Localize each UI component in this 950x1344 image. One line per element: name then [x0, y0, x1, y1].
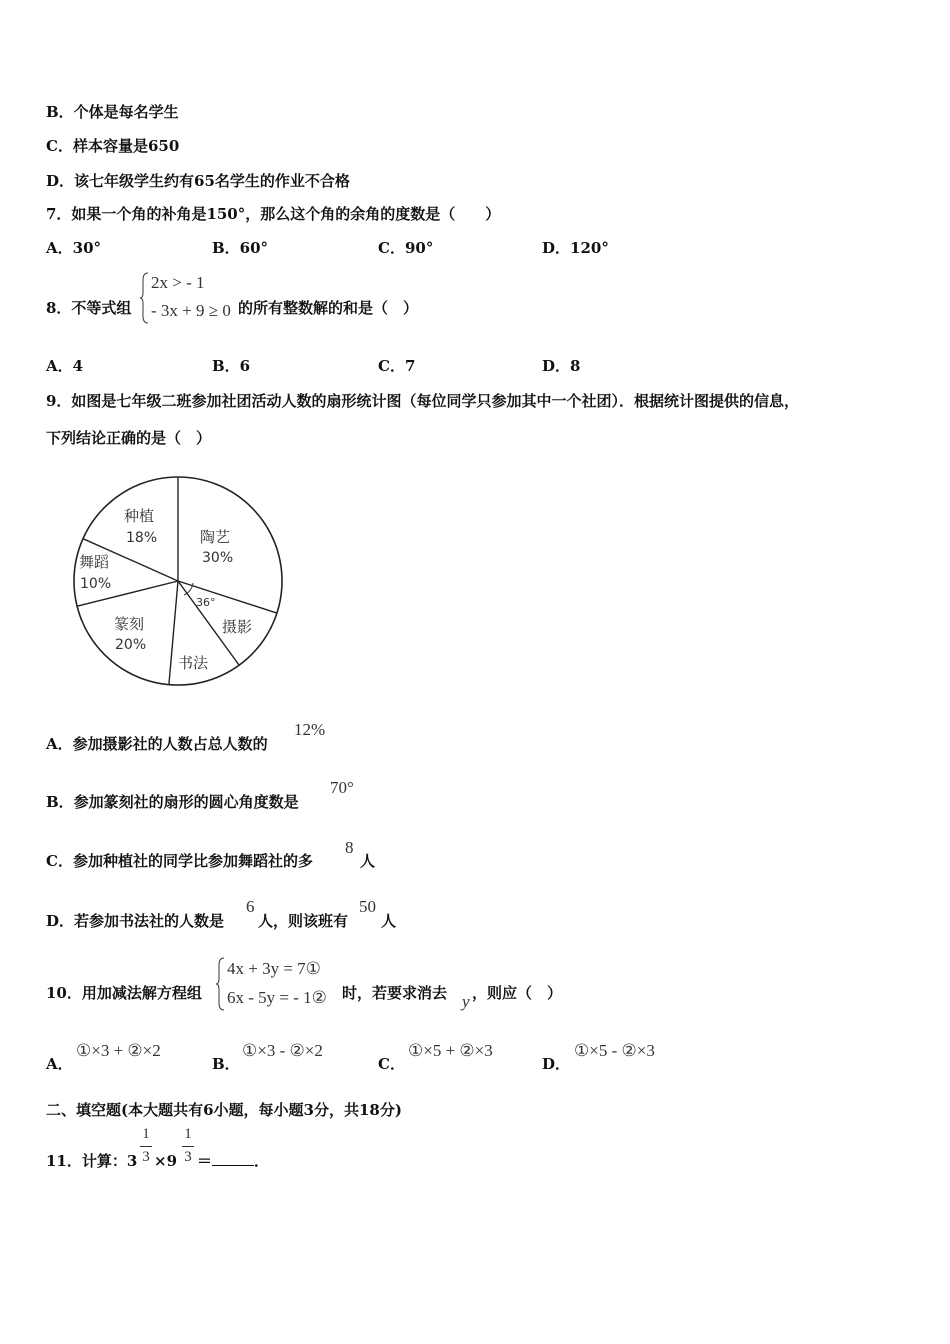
q10-equation-1: 4x + 3y = 7① [227, 959, 321, 978]
q10-prefix: 10．用加减法解方程组 [46, 984, 202, 1002]
q8-suffix: 的所有整数解的和是（ ） [238, 299, 419, 317]
q9-option-d-value2: 50 [359, 897, 376, 916]
q9-option-a-text: A．参加摄影社的人数占总人数的 [46, 735, 268, 753]
q11-frac1-denominator: 3 [142, 1149, 150, 1165]
q10-equation-2: 6x - 5y = - 1② [227, 988, 327, 1007]
q9-option-a [46, 734, 268, 754]
q11-middle: ×9 [154, 1152, 178, 1170]
q8-inequality-1: 2x > - 1 [151, 273, 205, 292]
slice-value-zhuanke: 20% [115, 637, 147, 653]
q10-middle: 时，若要求消去 [342, 984, 448, 1002]
q10-option-c-label: C． [378, 1055, 405, 1073]
q9-option-d-unit: 人 [381, 912, 397, 930]
q11-prefix: 11．计算：3 [46, 1152, 138, 1170]
q8-prefix: 8．不等式组 [46, 299, 132, 317]
q11-equals: ＝ [197, 1152, 213, 1170]
q8-option-d: D．8 [542, 357, 581, 375]
q9-option-d-part1: D．若参加书法社的人数是 [46, 912, 225, 930]
slice-label-zhuanke: 篆刻 [114, 615, 145, 633]
q9-option-d-value1: 6 [246, 897, 255, 916]
q10-option-c-expr: ①×5 + ②×3 [408, 1041, 493, 1060]
slice-label-taoyi: 陶艺 [200, 528, 231, 546]
q6-option-d: D．该七年级学生约有65名学生的作业不合格 [46, 172, 350, 190]
q10-variable: y [462, 992, 470, 1011]
slice-value-wudao: 10% [80, 576, 112, 592]
q10-suffix: ，则应（ ） [472, 984, 563, 1002]
slice-label-shufa: 书法 [178, 654, 209, 672]
q9-option-b-text: B．参加篆刻社的扇形的圆心角度数是 [46, 793, 299, 811]
q9-stem-line2: 下列结论正确的是（ ） [46, 429, 212, 447]
q9-option-b [46, 792, 299, 812]
angle-label: 36° [196, 596, 216, 609]
q11-frac2-denominator: 3 [184, 1149, 192, 1165]
q10-option-a-label: A． [46, 1055, 73, 1073]
slice-label-zhongzhi: 种植 [124, 507, 155, 525]
q7-option-b: B．60° [212, 239, 269, 257]
q9-option-b-value: 70° [330, 778, 354, 797]
q10-option-b-label: B． [212, 1055, 240, 1073]
q7-option-a: A．30° [46, 239, 102, 257]
q8-brace-icon [140, 272, 150, 324]
q9-option-c [46, 851, 313, 871]
q11-frac2-numerator: 1 [184, 1126, 192, 1142]
q10-option-b-expr: ①×3 - ②×2 [242, 1041, 323, 1060]
q7-option-c: C．90° [378, 239, 434, 257]
q6-option-c: C．样本容量是650 [46, 137, 180, 155]
slice-value-zhongzhi: 18% [126, 530, 158, 546]
q6-option-b: B．个体是每名学生 [46, 103, 179, 121]
q9-option-c-unit: 人 [360, 852, 376, 870]
q9-option-d-part2: 人，则该班有 [258, 912, 349, 930]
q8-inequality-2: - 3x + 9 ≥ 0 [151, 301, 231, 320]
q10-option-a-expr: ①×3 + ②×2 [76, 1041, 161, 1060]
q9-option-c-text: C．参加种植社的同学比参加舞蹈社的多 [46, 852, 313, 870]
q11-frac1-bar [140, 1146, 152, 1147]
q10-option-d-expr: ①×5 - ②×3 [574, 1041, 655, 1060]
q7-option-d: D．120° [542, 239, 609, 257]
q8-option-c: C．7 [378, 357, 416, 375]
q9-option-c-value: 8 [345, 838, 354, 857]
section-heading: 二、填空题(本大题共有6小题，每小题3分，共18分) [46, 1101, 402, 1119]
q10-option-d-label: D． [542, 1055, 571, 1073]
q9-option-a-value: 12% [294, 720, 326, 739]
pie-chart [60, 465, 300, 700]
q8-option-a: A．4 [46, 357, 84, 375]
q11-answer-blank[interactable] [212, 1151, 254, 1166]
q11-period: ． [254, 1152, 270, 1170]
slice-value-taoyi: 30% [202, 550, 234, 566]
q11-ending [197, 1151, 269, 1171]
q8-option-b: B．6 [212, 357, 251, 375]
q11-frac1-numerator: 1 [142, 1126, 150, 1142]
slice-label-wudao: 舞蹈 [79, 553, 110, 571]
q9-stem-line1: 9．如图是七年级二班参加社团活动人数的扇形统计图（每位同学只参加其中一个社团）．根据统计图提供的信息， [46, 392, 799, 410]
slice-label-sheying: 摄影 [222, 618, 253, 636]
q11-frac2-bar [182, 1146, 194, 1147]
q10-brace-icon [216, 957, 226, 1011]
q7-stem: 7．如果一个角的补角是150°，那么这个角的余角的度数是（ ） [46, 205, 501, 223]
